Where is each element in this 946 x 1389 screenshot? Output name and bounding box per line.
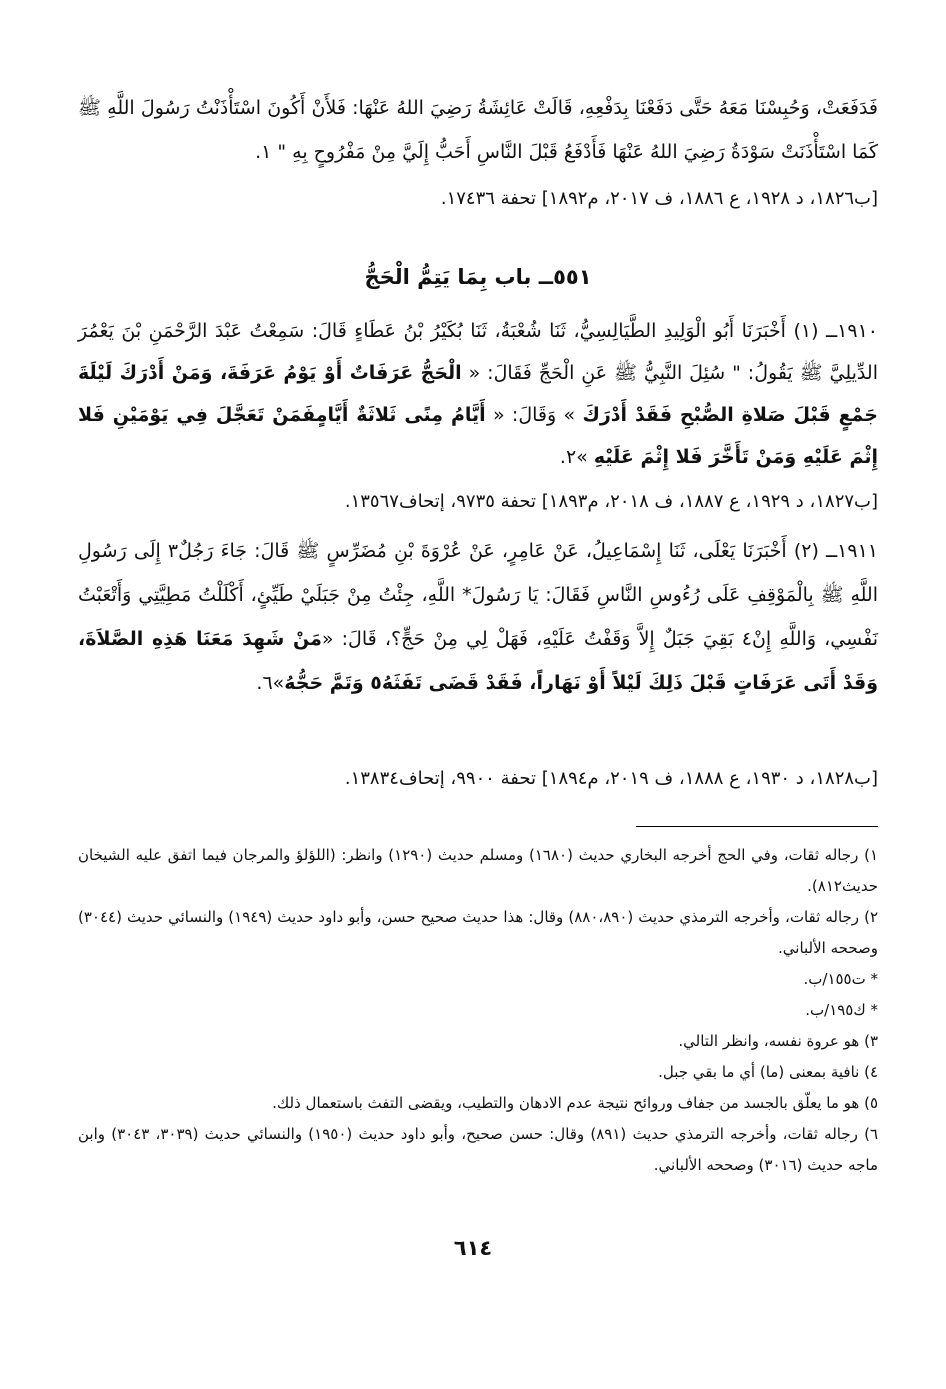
footnote: ٥) هو ما يعلّق بالجسد من جفاف وروائح نتيجة عدم الادهان والتطيب، ويقضى التفث باستعمال ذلك. bbox=[272, 1094, 878, 1112]
footnote: ٦) رجاله ثقات، وأخرجه الترمذي حديث (٨٩١) وقال: حسن صحيح، وأبو داود حديث (١٩٥٠) والنسائي حديث (٣٠٣٩، ٣٠٤٣) وابن ماجه حديث (٣٠١٦) وصححه الألباني. bbox=[78, 1125, 878, 1174]
page-number: ٦١٤ bbox=[453, 1236, 493, 1260]
source-reference: [ب١٨٢٧، د ١٩٢٩، ع ١٨٨٧، ف ٢٠١٨، م١٨٩٣] تحفة ٩٧٣٥، إتحاف١٣٥٦٧. bbox=[344, 491, 878, 512]
source-reference: [ب١٨٢٦، د ١٩٢٨، ع ١٨٨٦، ف ٢٠١٧، م١٨٩٢] تحفة ١٧٤٣٦. bbox=[440, 188, 878, 209]
footnote: ١) رجاله ثقات، وفي الحج أخرجه البخاري حديث (١٦٨٠) ومسلم حديث (١٢٩٠) وانظر: (اللؤلؤ والمرجان فيما اتفق عليه الشيخان حديث٨١٢). bbox=[78, 846, 878, 895]
hadith-connector: » وَقَالَ: « bbox=[485, 404, 583, 426]
footnote: ٣) هو عروة نفسه، وانظر التالي. bbox=[678, 1032, 878, 1050]
footnote-divider bbox=[636, 826, 878, 827]
footnote: * ك١٩٥/ب. bbox=[805, 1001, 878, 1019]
footnotes bbox=[78, 840, 878, 1181]
footnote: ٢) رجاله ثقات، وأخرجه الترمذي حديث (٨٨٠،٨٩٠) وقال: هذا حديث صحيح حسن، وأبو داود حديث (١٩٤٩) والنسائي حديث (٣٠٤٤) وصححه الألباني. bbox=[78, 908, 878, 957]
continuation-paragraph: فَدَفَعَتْ، وَحُبِسْنَا مَعَهُ حَتَّى دَفَعْنَا بِدَفْعِهِ، قَالَتْ عَائِشَةُ رَضِيَ اللهُ عَنْهَا: فَلأَنْ أَكُونَ اسْتَأْذَنْتُ رَسُولَ اللَّهِ ﷺ كَمَا اسْتَأْذَنَتْ سَوْدَةُ رَضِيَ اللهُ عَنْهَا فَأَدْفَعُ قَبْلَ النَّاسِ أَحَبُّ إِلَيَّ مِنْ مَفْرُوحٍ بِهِ " ١. bbox=[78, 97, 878, 163]
prophetic-saying: الْحَجُّ عَرَفَاتٌ أَوْ يَوْمُ عَرَفَةَ، وَمَنْ أَدْرَكَ لَيْلَةَ جَمْعٍ قَبْلَ صَلاةِ الصُّبْحِ فَقَدْ أَدْرَكَ bbox=[78, 362, 878, 426]
footnote: ٤) نافية بمعنى (ما) أي ما بقي جبل. bbox=[658, 1063, 878, 1081]
footnote: * ت١٥٥/ب. bbox=[803, 970, 878, 988]
hadith-1911 bbox=[78, 529, 878, 705]
source-reference: [ب١٨٢٨، د ١٩٣٠، ع ١٨٨٨، ف ٢٠١٩، م١٨٩٤] تحفة ٩٩٠٠، إتحاف١٣٨٣٤. bbox=[344, 768, 878, 789]
hadith-end: »٦. bbox=[256, 672, 285, 694]
hadith-1910 bbox=[78, 310, 878, 478]
chapter-heading: ٥٥١ــ باب بِمَا يَتِمُّ الْحَجُّ bbox=[364, 265, 592, 289]
hadith-intro: ١٩١٠ــ (١) أَخْبَرَنَا أَبُو الْوَلِيدِ الطَّيَالِسِيُّ، ثَنَا شُعْبَةُ، ثَنَا بُكَيْرُ بْنُ عَطَاءٍ قَالَ: سَمِعْتُ عَبْدَ الرَّحْمَنِ بْنَ يَعْمُرَ الدِّيلِيَّ ﷺ يَقُولُ: " سُئِلَ النَّبِيُّ ﷺ عَنِ الْحَجِّ فَقَالَ: « bbox=[78, 320, 878, 384]
hadith-end: »٢. bbox=[559, 446, 594, 468]
prophetic-saying: مَنْ شَهِدَ مَعَنَا هَذِهِ الصَّلاَةَ، وَقَدْ أَتَى عَرَفَاتٍ قَبْلَ ذَلِكَ لَيْلاً أَوْ نَهَاراً، فَقَدْ قَضَى تَفَثَهُ٥ وَتَمَّ حَجُّهُ bbox=[78, 628, 878, 694]
hadith-intro: ١٩١١ــ (٢) أَخْبَرَنَا يَعْلَى، ثَنَا إِسْمَاعِيلُ، عَنْ عَامِرٍ، عَنْ عُرْوَةَ بْنِ مُضَرِّسٍ ﷺ قَالَ: جَاءَ رَجُلٌ٣ إِلَى رَسُولِ اللَّهِ ﷺ بِالْمَوْقِفِ عَلَى رُءُوسِ النَّاسِ فَقَالَ: يَا رَسُولَ* اللَّهِ، جِئْتُ مِنْ جَبَلَيْ طَيِّئٍ، أَكْلَلْتُ مَطِيَّتِي وَأَتْعَبْتُ نَفْسِي، وَاللَّهِ إِنْ٤ بَقِيَ جَبَلٌ إِلاَّ وَقَفْتُ عَلَيْهِ، فَهَلْ لِي مِنْ حَجٍّ؟، قَالَ: « bbox=[78, 540, 878, 650]
prophetic-saying: أَيَّامُ مِنًى ثَلاثَةٌ أَيَّامٍفَمَنْ تَعَجَّلَ فِي يَوْمَيْنِ فَلا إِثْمَ عَلَيْهِ وَمَنْ تَأَخَّرَ فَلا إِثْمَ عَلَيْهِ bbox=[78, 404, 878, 468]
